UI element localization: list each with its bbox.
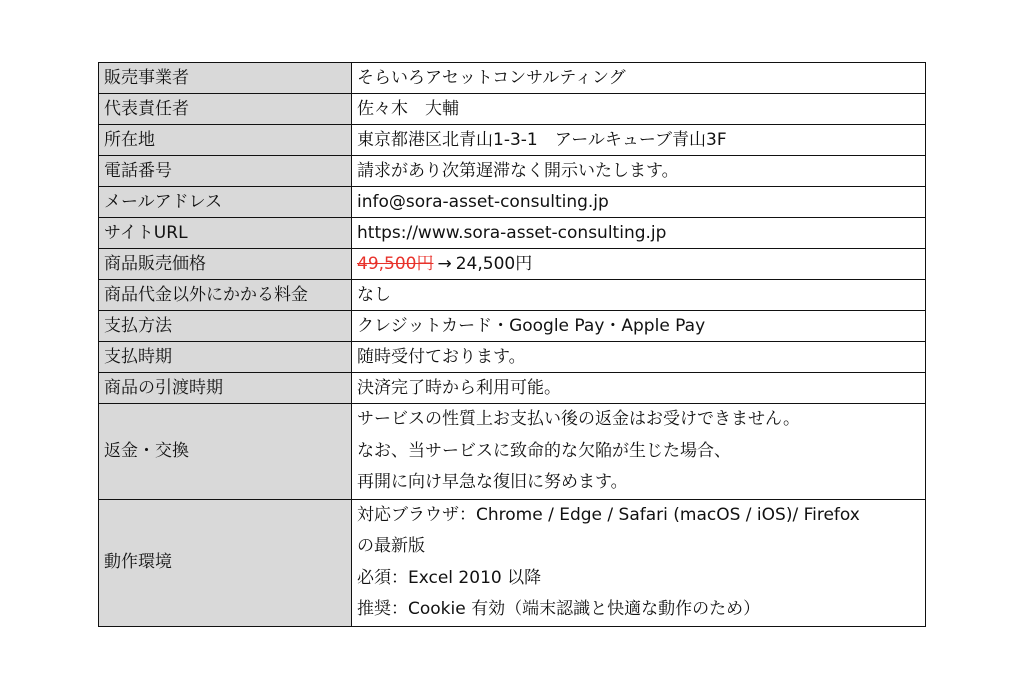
table-row-payment-timing xyxy=(99,342,926,373)
email-value: info@sora-asset-consulting.jp xyxy=(352,187,926,218)
refund-line: なお、当サービスに致命的な欠陥が生じた場合、 xyxy=(357,440,731,461)
table-row-seller xyxy=(99,63,926,94)
delivery-timing-value: 決済完了時から利用可能。 xyxy=(352,373,926,404)
representative-value: 佐々木 大輔 xyxy=(352,94,926,125)
table-row-refund xyxy=(99,404,926,500)
site-url-value: https://www.sora-asset-consulting.jp xyxy=(352,218,926,249)
refund-line: サービスの性質上お支払い後の返金はお受けできません。 xyxy=(357,409,801,429)
refund-line: 再開に向け早急な復旧に努めます。 xyxy=(357,472,628,492)
address-label: 所在地 xyxy=(99,125,352,156)
table-row-email xyxy=(99,187,926,218)
environment-value xyxy=(352,499,926,626)
table-row-delivery-timing xyxy=(99,373,926,404)
table-row-address xyxy=(99,125,926,156)
sale-price: 24,500円 xyxy=(455,253,533,274)
site-url-label: サイトURL xyxy=(99,218,352,249)
price-value xyxy=(352,249,926,280)
payment-timing-value: 随時受付ております。 xyxy=(352,342,926,373)
email-label: メールアドレス xyxy=(99,187,352,218)
environment-line: の最新版 xyxy=(357,536,425,556)
environment-line: 対応ブラウザ：Chrome / Edge / Safari (macOS / iOS)/ Firefox xyxy=(357,504,860,525)
other-fees-label: 商品代金以外にかかる料金 xyxy=(99,280,352,311)
seller-label: 販売事業者 xyxy=(99,63,352,94)
environment-line: 必須：Excel 2010 以降 xyxy=(357,567,542,588)
table-row-representative xyxy=(99,94,926,125)
payment-timing-label: 支払時期 xyxy=(99,342,352,373)
representative-label: 代表責任者 xyxy=(99,94,352,125)
commerce-disclosure-table xyxy=(98,62,926,627)
table-row-price xyxy=(99,249,926,280)
price-label: 商品販売価格 xyxy=(99,249,352,280)
table-row-environment xyxy=(99,499,926,626)
seller-value: そらいろアセットコンサルティング xyxy=(352,63,926,94)
delivery-timing-label: 商品の引渡時期 xyxy=(99,373,352,404)
other-fees-value: なし xyxy=(352,280,926,311)
original-price: 49,500円 xyxy=(357,253,434,274)
payment-method-label: 支払方法 xyxy=(99,311,352,342)
refund-value xyxy=(352,404,926,500)
table-row-site-url xyxy=(99,218,926,249)
table-row-payment-method xyxy=(99,311,926,342)
environment-label: 動作環境 xyxy=(99,499,352,626)
phone-value: 請求があり次第遅滞なく開示いたします。 xyxy=(352,156,926,187)
refund-label: 返金・交換 xyxy=(99,404,352,500)
table-row-other-fees xyxy=(99,280,926,311)
phone-label: 電話番号 xyxy=(99,156,352,187)
price-arrow: → xyxy=(437,253,452,274)
payment-method-value: クレジットカード・Google Pay・Apple Pay xyxy=(352,311,926,342)
environment-line: 推奨：Cookie 有効（端末認識と快適な動作のため） xyxy=(357,599,761,619)
table-row-phone xyxy=(99,156,926,187)
address-value: 東京都港区北青山1-3-1 アールキューブ青山3F xyxy=(352,125,926,156)
